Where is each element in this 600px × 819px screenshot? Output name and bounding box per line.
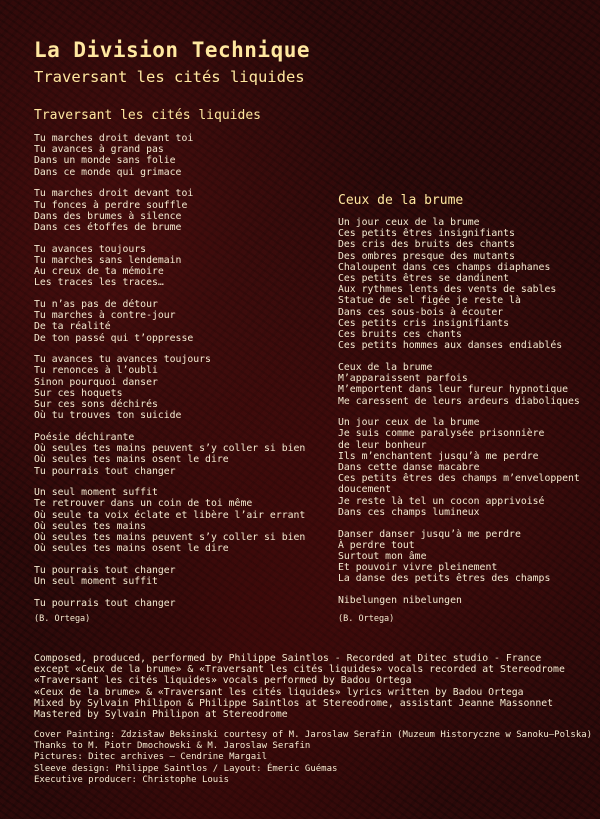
lyric-line: Dans un monde sans folie — [34, 155, 176, 167]
credit-line: Thanks to M. Piotr Dmochowski & M. Jaroslaw Serafin — [34, 741, 311, 752]
stanza — [34, 133, 324, 178]
credit-line: except «Ceux de la brume» & «Traversant les cités liquides» vocals recorded at Stereodrome — [34, 664, 565, 676]
lyric-line: Dans cette danse macabre — [338, 462, 480, 474]
artwork-credits — [34, 730, 592, 786]
lyric-line: Tu pourrais tout changer — [34, 597, 176, 609]
lyric-line: Où seules tes mains osent le dire — [34, 454, 229, 466]
lyric-line: Dans des brumes à silence — [34, 210, 182, 222]
credit-line: Pictures: Ditec archives – Cendrine Margail — [34, 752, 267, 763]
lyric-line: Danser danser jusqu’à me perdre — [338, 528, 521, 540]
stanza — [34, 598, 324, 609]
lyric-line: Au creux de ta mémoire — [34, 266, 164, 278]
lyric-line: Tu avances toujours — [34, 243, 147, 255]
lyric-line: De ton passé qui t’oppresse — [34, 332, 194, 344]
stanza — [34, 432, 324, 477]
lyric-line: Me caressent de leurs ardeurs diaboliques — [338, 395, 580, 407]
song-lyrics-ceux-de-la-brume — [338, 217, 600, 617]
credit-line: Sleeve design: Philippe Saintlos / Layout: Émeric Guémas — [34, 763, 338, 774]
song-title-traversant: Traversant les cités liquides — [34, 108, 261, 123]
lyric-line: De ta réalité — [34, 321, 111, 333]
stanza — [34, 244, 324, 289]
lyric-line: Sinon pourquoi danser — [34, 376, 158, 388]
song-title-ceux-de-la-brume: Ceux de la brume — [338, 193, 464, 208]
lyric-line: Je suis comme paralysée prisonnière — [338, 428, 545, 440]
stanza — [34, 299, 324, 344]
lyric-line: Tu pourrais tout changer — [34, 565, 176, 576]
credit-line: «Traversant les cités liquides» vocals performed by Badou Ortega — [34, 675, 412, 687]
lyric-line: Tu marches droit devant toi — [34, 133, 194, 144]
lyric-line: Chaloupent dans ces champs diaphanes — [338, 261, 551, 273]
lyric-line: Des cris des bruits des chants — [338, 239, 515, 251]
lyric-line: Ces petits êtres se dandinent — [338, 273, 510, 285]
lyric-line: Tu fonces à perdre souffle — [34, 199, 188, 211]
credit-line: Composed, produced, performed by Philippe Saintlos - Recorded at Ditec studio - France — [34, 653, 542, 664]
lyric-line: Poésie déchirante — [34, 431, 135, 443]
lyric-line: Sur ces sons déchirés — [34, 399, 158, 411]
lyric-line: Tu marches droit devant toi — [34, 188, 194, 200]
lyric-line: Tu avances à grand pas — [34, 144, 164, 156]
lyric-line: Dans ces étoffes de brume — [34, 221, 182, 233]
stanza — [338, 595, 600, 606]
album-subtitle: Traversant les cités liquides — [34, 68, 305, 86]
lyric-line: Où seule ta voix éclate et libère l’air errant — [34, 509, 306, 521]
lyric-line: Où seules tes mains — [34, 520, 147, 532]
lyric-line: Ces petits cris insignifiants — [338, 317, 510, 329]
stanza — [34, 188, 324, 233]
stanza — [34, 354, 324, 421]
lyric-line: Dans ces champs lumineux — [338, 506, 480, 518]
lyric-line: Ces petits êtres des champs m’enveloppent — [338, 473, 580, 485]
lyric-line: Un seul moment suffit — [34, 576, 158, 588]
stanza — [338, 217, 600, 351]
song-lyrics-traversant — [34, 133, 324, 620]
lyric-line: Statue de sel figée je reste là — [338, 295, 521, 307]
credit-line: Mixed by Sylvain Philipon & Philippe Saintlos at Stereodrome, assistant Jeanne Massonnet — [34, 697, 554, 709]
lyric-line: Ces petits hommes aux danses endiablés — [338, 340, 563, 352]
credit-line: Mastered by Sylvain Philipon at Stereodrome — [34, 709, 288, 721]
lyric-line: Nibelungen nibelungen — [338, 595, 462, 607]
lyric-line: Des ombres presque des mutants — [338, 250, 515, 262]
credit-line: Cover Painting: Zdzisław Beksinski courtesy of M. Jaroslaw Serafin (Muzeum Historyczne w Sanoku–Polska) — [34, 730, 593, 740]
lyric-line: Tu marches à contre-jour — [34, 310, 176, 322]
lyric-line: Dans ces sous-bois à écouter — [338, 306, 504, 318]
lyric-line: Te retrouver dans un coin de toi même — [34, 498, 253, 510]
lyric-line: Ceux de la brume — [338, 361, 433, 373]
lyric-line: Tu renonces à l’oubli — [34, 365, 158, 377]
credit-line: «Ceux de la brume» & «Traversant les cités liquides» lyrics written by Badou Ortega — [34, 686, 524, 698]
stanza — [338, 417, 600, 518]
lyric-line: Les traces les traces… — [34, 277, 164, 289]
lyric-line: doucement — [338, 484, 392, 496]
lyric-line: Où seules tes mains peuvent s’y coller si bien — [34, 443, 306, 455]
stanza — [338, 362, 600, 407]
lyric-line: M’apparaissent parfois — [338, 373, 468, 385]
stanza — [34, 487, 324, 554]
lyric-line: Un seul moment suffit — [34, 487, 158, 499]
lyric-line: Sur ces hoquets — [34, 387, 123, 399]
lyric-line: Dans ce monde qui grimace — [34, 166, 182, 178]
song-author-traversant: (B. Ortega) — [34, 614, 91, 624]
lyric-line: Ces bruits ces chants — [338, 329, 462, 341]
lyric-line: Un jour ceux de la brume — [338, 217, 480, 228]
lyric-line: Où tu trouves ton suicide — [34, 410, 182, 422]
lyric-line: M’emportent dans leur fureur hypnotique — [338, 384, 569, 396]
lyric-line: Et pouvoir vivre pleinement — [338, 562, 498, 574]
lyric-line: de leur bonheur — [338, 439, 427, 451]
stanza — [338, 529, 600, 585]
lyric-line: Ces petits êtres insignifiants — [338, 228, 515, 240]
lyric-line: Où seules tes mains osent le dire — [34, 543, 229, 555]
lyric-line: Je reste là tel un cocon apprivoisé — [338, 495, 545, 507]
lyric-line: La danse des petits êtres des champs — [338, 573, 551, 585]
lyric-line: Un jour ceux de la brume — [338, 417, 480, 429]
production-credits — [34, 653, 565, 720]
song-author-ceux-de-la-brume: (B. Ortega) — [338, 614, 395, 624]
lyric-line: Tu n’as pas de détour — [34, 298, 158, 310]
stanza — [34, 565, 324, 587]
lyric-line: À perdre tout — [338, 539, 415, 551]
lyric-line: Aux rythmes lents des vents de sables — [338, 284, 557, 296]
album-title: La Division Technique — [34, 38, 311, 62]
lyric-line: Surtout mon âme — [338, 550, 427, 562]
credit-line: Executive producer: Christophe Louis — [34, 774, 230, 785]
lyric-line: Où seules tes mains peuvent s’y coller si bien — [34, 532, 306, 544]
lyric-line: Ils m’enchantent jusqu’à me perdre — [338, 450, 539, 462]
lyric-line: Tu pourrais tout changer — [34, 465, 176, 477]
lyric-line: Tu marches sans lendemain — [34, 254, 182, 266]
lyric-line: Tu avances tu avances toujours — [34, 354, 211, 366]
